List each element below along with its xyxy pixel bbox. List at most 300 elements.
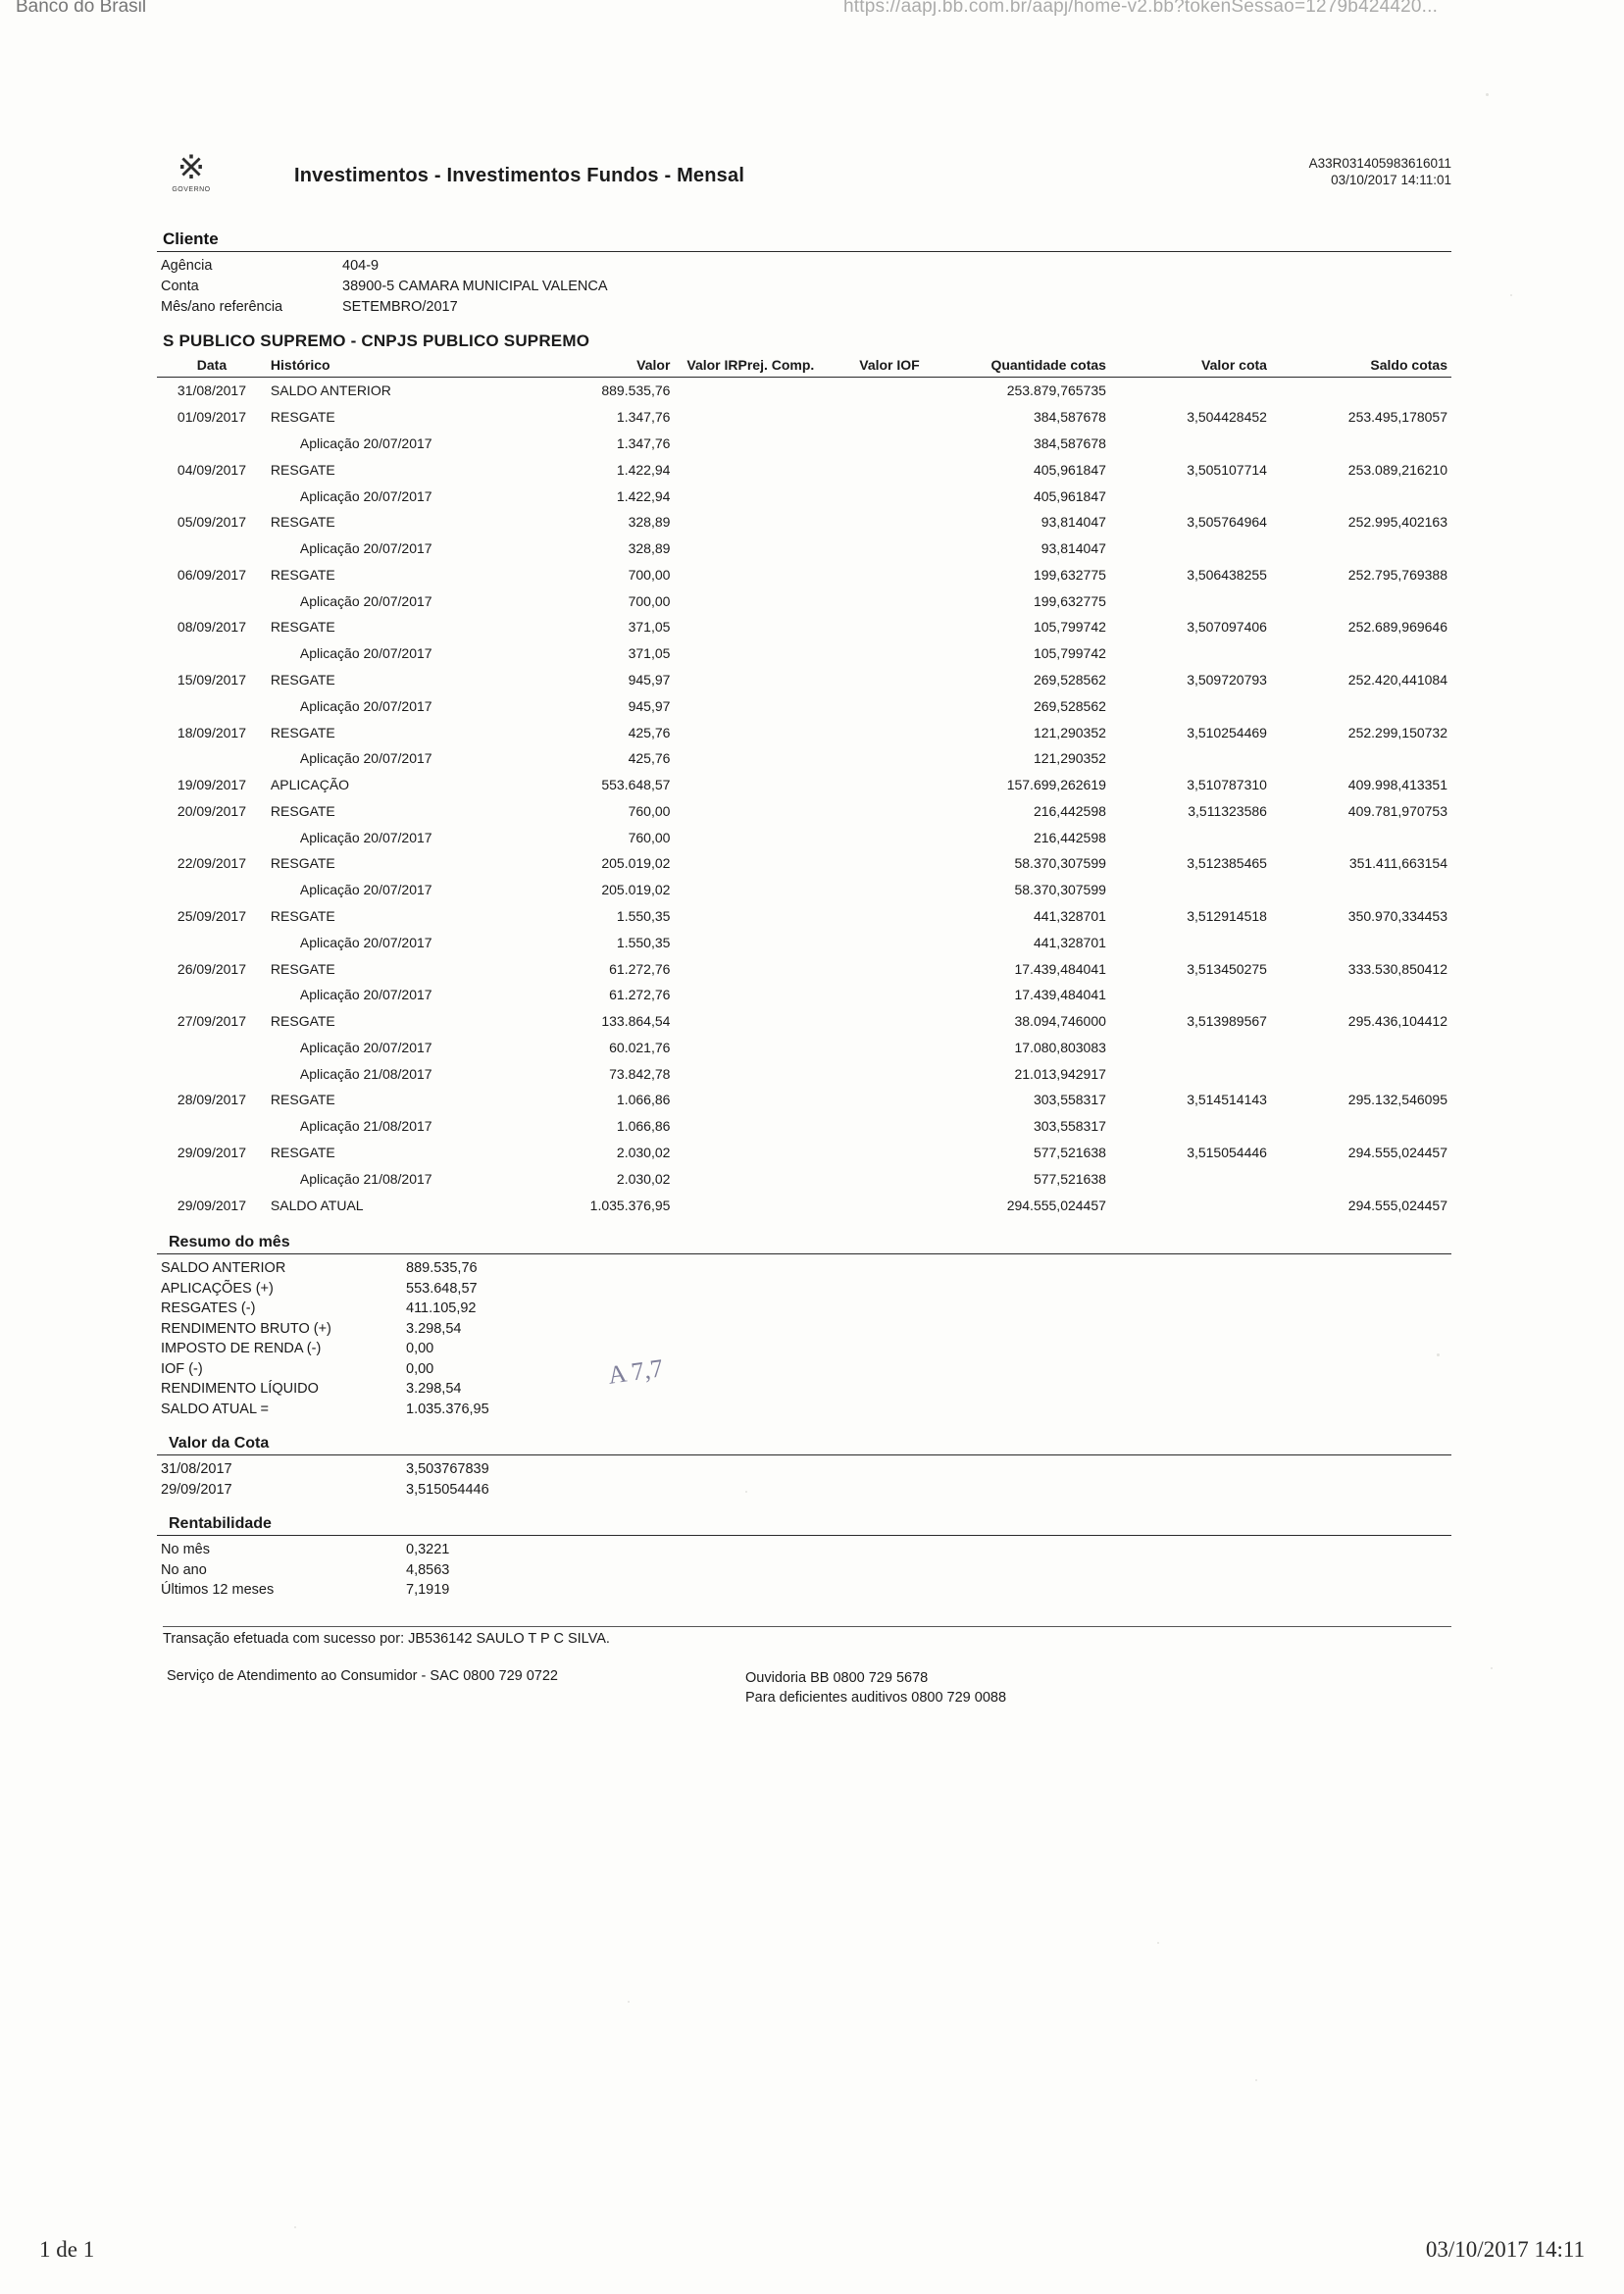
cell-valor-irprej [674,877,818,903]
scan-speck [1486,93,1489,96]
logo-mark-icon: ※ [177,149,206,186]
cell-valor-cota [1110,587,1271,614]
table-row [157,509,1451,535]
cell-quantidade-cotas: 269,528562 [1033,697,1106,714]
cell-data [157,982,267,1008]
field-mes-referencia-value: SETEMBRO/2017 [342,299,458,315]
cell-quantidade-cotas: 199,632775 [1033,566,1106,583]
valor-cota-row [157,1459,1451,1480]
cell-quantidade-cotas: 17.439,484041 [1014,987,1106,1003]
cell-data: 29/09/2017 [177,1145,246,1161]
cell-historico: SALDO ANTERIOR [270,382,391,399]
cell-valor-irprej [674,1008,818,1035]
cell-valor-cota: 3,505764964 [1187,514,1267,531]
cell-saldo-cotas [1271,1060,1451,1087]
field-mes-referencia-label: Mês/ano referência [161,299,283,315]
valor-cota-value: 3,515054446 [406,1481,489,1498]
rentabilidade-title: Rentabilidade [169,1515,272,1532]
cell-saldo-cotas [1271,378,1451,404]
cell-valor-iof [818,903,923,930]
table-row [157,587,1451,614]
table-row [157,614,1451,640]
resumo-row [157,1319,1451,1340]
cell-quantidade-cotas: 93,814047 [1040,540,1106,557]
cell-quantidade-cotas: 253.879,765735 [1006,382,1106,399]
cell-data: 28/09/2017 [177,1092,246,1108]
cell-valor-irprej [674,982,818,1008]
cell-valor-cota: 3,510254469 [1187,724,1267,740]
scan-speck [1157,1942,1159,1944]
cell-data [157,1060,267,1087]
cell-data: 20/09/2017 [177,802,246,819]
col-quantidade-cotas: Quantidade cotas [924,355,1110,378]
cell-valor: 1.422,94 [616,461,671,478]
cell-historico: RESGATE [270,671,335,688]
page-title: Investimentos - Investimentos Fundos - Mensal [294,165,745,186]
cell-valor-cota [1110,1035,1271,1061]
cell-quantidade-cotas: 105,799742 [1033,645,1106,662]
resumo-label: APLICAÇÕES (+) [161,1280,274,1297]
resumo-label: RESGATES (-) [161,1300,256,1316]
auditivos-text: Para deficientes auditivos 0800 729 0088 [745,1689,1007,1706]
cell-historico: Aplicação 20/07/2017 [299,829,432,845]
cell-historico: RESGATE [270,855,335,872]
page-number: 1 de 1 [39,2237,95,2262]
cell-valor-iof [818,587,923,614]
table-row [157,1113,1451,1140]
cell-valor-iof [818,982,923,1008]
rentabilidade-lines [157,1540,1451,1601]
cell-historico: Aplicação 20/07/2017 [299,540,432,557]
field-agencia-label: Agência [161,258,213,274]
resumo-value: 0,00 [406,1360,434,1377]
sac-block [157,1668,1451,1717]
cell-data [157,1113,267,1140]
print-timestamp: 03/10/2017 14:11 [1425,2237,1585,2262]
cell-valor: 553.648,57 [601,777,671,793]
cell-valor-cota: 3,509720793 [1187,671,1267,688]
cell-valor: 760,00 [628,829,671,845]
cell-quantidade-cotas: 216,442598 [1033,829,1106,845]
cell-data: 06/09/2017 [177,566,246,583]
cell-valor-irprej [674,431,818,457]
browser-header-url: https://aapj.bb.com.br/aapj/home-v2.bb?tokenSessao=1279b424420... [843,0,1439,17]
cell-saldo-cotas [1271,824,1451,850]
cell-data [157,431,267,457]
cell-valor-iof [818,1035,923,1061]
transactions-body [157,378,1451,1219]
cell-historico: Aplicação 20/07/2017 [299,1039,432,1055]
col-valor-iof: Valor IOF [818,355,923,378]
cell-valor-irprej [674,692,818,719]
table-row [157,561,1451,587]
cell-valor: 133.864,54 [601,1013,671,1030]
cell-historico: RESGATE [270,514,335,531]
cell-valor-cota [1110,982,1271,1008]
cell-quantidade-cotas: 405,961847 [1033,461,1106,478]
rentabilidade-row [157,1580,1451,1601]
cell-valor: 2.030,02 [616,1145,671,1161]
cell-data [157,745,267,772]
table-row [157,877,1451,903]
cell-valor: 1.550,35 [616,934,671,950]
cell-valor: 73.842,78 [609,1065,671,1082]
cell-valor-cota: 3,504428452 [1187,409,1267,426]
cell-saldo-cotas [1271,929,1451,955]
cell-quantidade-cotas: 405,961847 [1033,487,1106,504]
cell-valor-irprej [674,850,818,877]
field-conta-label: Conta [161,279,199,294]
cell-valor: 205.019,02 [601,882,671,898]
cell-saldo-cotas: 409.998,413351 [1347,777,1447,793]
resumo-label: IOF (-) [161,1360,203,1377]
cell-valor-cota: 3,513450275 [1187,960,1267,977]
cell-data: 25/09/2017 [177,908,246,925]
field-agencia-value: 404-9 [342,258,380,274]
table-row [157,1140,1451,1166]
cell-valor-iof [818,640,923,667]
document-meta [1309,155,1451,188]
cell-quantidade-cotas: 303,558317 [1033,1092,1106,1108]
cell-historico: RESGATE [270,1145,335,1161]
document-timestamp: 03/10/2017 14:11:01 [1331,173,1451,187]
cell-valor-irprej [674,772,818,798]
table-row [157,1165,1451,1192]
cliente-fields [157,256,1451,318]
scan-speck [745,1491,747,1493]
cell-historico: RESGATE [270,1013,335,1030]
cell-data: 27/09/2017 [177,1013,246,1030]
cell-valor-iof [818,614,923,640]
cell-valor-cota: 3,511323586 [1188,802,1267,819]
document-id: A33R031405983616011 [1308,156,1451,171]
cell-valor: 328,89 [628,514,671,531]
browser-print-footer [0,2237,1624,2267]
cell-valor-iof [818,456,923,483]
cell-quantidade-cotas: 157.699,262619 [1006,777,1106,793]
logo-label: GOVERNO [172,186,211,193]
cell-data: 29/09/2017 [177,1197,246,1213]
cell-historico: RESGATE [270,908,335,925]
cell-valor-irprej [674,667,818,693]
cell-valor-iof [818,378,923,404]
cell-valor-cota [1110,877,1271,903]
resumo-lines [157,1258,1451,1419]
table-row [157,982,1451,1008]
cell-quantidade-cotas: 441,328701 [1033,908,1106,925]
cell-valor: 205.019,02 [601,855,671,872]
table-row [157,1035,1451,1061]
cell-valor-irprej [674,614,818,640]
cell-valor-cota: 3,512385465 [1187,855,1267,872]
cell-valor-irprej [674,1087,818,1113]
cell-data [157,929,267,955]
scan-speck [294,2226,296,2228]
cell-valor-irprej [674,640,818,667]
document-masthead [157,147,1451,224]
cell-valor-irprej [674,1113,818,1140]
cell-historico: Aplicação 20/07/2017 [299,987,432,1003]
cell-data: 19/09/2017 [177,777,246,793]
cell-quantidade-cotas: 441,328701 [1033,934,1106,950]
cell-quantidade-cotas: 38.094,746000 [1014,1013,1106,1030]
cell-valor-iof [818,509,923,535]
sac-text: Serviço de Atendimento ao Consumidor - SAC 0800 729 0722 [167,1667,558,1684]
cell-quantidade-cotas: 105,799742 [1033,619,1106,636]
cell-historico: APLICAÇÃO [270,777,350,793]
transaction-note: Transação efetuada com sucesso por: JB536142 SAULO T P C SILVA. [163,1630,610,1647]
cell-valor-cota [1110,378,1271,404]
cell-valor-irprej [674,1060,818,1087]
cell-saldo-cotas: 252.995,402163 [1347,514,1447,531]
resumo-row [157,1359,1451,1380]
resumo-title: Resumo do mês [169,1234,290,1250]
cell-historico: SALDO ATUAL [270,1197,364,1213]
cell-quantidade-cotas: 216,442598 [1033,802,1106,819]
col-historico: Histórico [267,355,546,378]
table-row [157,692,1451,719]
resumo-value: 411.105,92 [406,1300,477,1316]
cell-valor-irprej [674,509,818,535]
cell-data [157,824,267,850]
cell-saldo-cotas [1271,587,1451,614]
cell-historico: RESGATE [270,802,335,819]
cell-data: 22/09/2017 [177,855,246,872]
cell-quantidade-cotas: 93,814047 [1040,514,1106,531]
cell-saldo-cotas: 294.555,024457 [1347,1197,1447,1213]
table-row [157,640,1451,667]
table-row [157,1087,1451,1113]
cell-valor-iof [818,850,923,877]
cell-historico: Aplicação 20/07/2017 [299,697,432,714]
table-row [157,719,1451,745]
rentabilidade-label: No ano [161,1561,207,1578]
cell-quantidade-cotas: 58.370,307599 [1014,882,1106,898]
cell-valor: 425,76 [628,724,671,740]
cell-data: 04/09/2017 [177,461,246,478]
cell-valor-iof [818,719,923,745]
cell-valor-cota [1110,1113,1271,1140]
cell-valor-cota: 3,506438255 [1187,566,1267,583]
resumo-label: SALDO ANTERIOR [161,1260,286,1276]
transactions-table [157,355,1451,1218]
bb-logo [165,151,218,204]
cell-valor-irprej [674,1035,818,1061]
cell-data: 05/09/2017 [177,514,246,531]
cell-valor-iof [818,1140,923,1166]
cell-data [157,692,267,719]
transaction-note-wrap [157,1626,1451,1647]
cell-valor-iof [818,955,923,982]
valor-cota-rule [157,1454,1451,1455]
cell-data [157,483,267,509]
valor-cota-lines [157,1459,1451,1500]
rentabilidade-label: Últimos 12 meses [161,1582,275,1598]
cell-data: 31/08/2017 [177,382,246,399]
cell-valor-irprej [674,587,818,614]
col-data: Data [157,355,267,378]
cell-valor: 328,89 [628,540,671,557]
cell-valor: 61.272,76 [609,987,671,1003]
resumo-value: 889.535,76 [406,1260,478,1276]
rentabilidade-row [157,1560,1451,1581]
cell-valor-iof [818,404,923,431]
rentabilidade-value: 0,3221 [406,1542,450,1557]
table-row [157,667,1451,693]
cell-data: 01/09/2017 [177,409,246,426]
cliente-section-title: Cliente [163,229,219,248]
rentabilidade-row [157,1540,1451,1560]
cell-valor-cota [1110,640,1271,667]
cell-saldo-cotas [1271,483,1451,509]
cell-valor-iof [818,1060,923,1087]
cell-saldo-cotas [1271,1165,1451,1192]
resumo-label: IMPOSTO DE RENDA (-) [161,1341,322,1356]
cell-valor-cota: 3,513989567 [1187,1013,1267,1030]
cell-valor-iof [818,772,923,798]
resumo-row [157,1258,1451,1279]
cell-valor-cota [1110,1060,1271,1087]
cell-valor-cota: 3,505107714 [1187,461,1267,478]
cell-valor-iof [818,1113,923,1140]
scan-speck [1491,1667,1493,1669]
rentabilidade-label: No mês [161,1542,210,1557]
cell-historico: RESGATE [270,619,335,636]
ouvidoria-text: Ouvidoria BB 0800 729 5678 [745,1669,929,1686]
cell-valor: 1.347,76 [616,434,671,451]
valor-cota-label: 31/08/2017 [161,1461,232,1477]
table-row [157,745,1451,772]
resumo-row [157,1400,1451,1420]
cell-data [157,1035,267,1061]
cell-valor-cota [1110,692,1271,719]
cell-valor: 60.021,76 [609,1039,671,1055]
resumo-value: 1.035.376,95 [406,1401,489,1417]
cell-valor: 1.035.376,95 [589,1197,671,1213]
cell-saldo-cotas: 252.795,769388 [1347,566,1447,583]
table-row [157,483,1451,509]
cell-valor-cota: 3,512914518 [1187,908,1267,925]
cell-valor-irprej [674,1192,818,1218]
resumo-row [157,1339,1451,1359]
cell-valor-iof [818,431,923,457]
cell-saldo-cotas: 252.689,969646 [1347,619,1447,636]
cell-valor-irprej [674,824,818,850]
field-mes-referencia [157,297,1451,318]
cell-saldo-cotas: 295.132,546095 [1347,1092,1447,1108]
ouvidoria-block [745,1668,1006,1708]
cell-valor-cota [1110,929,1271,955]
resumo-label: SALDO ATUAL = [161,1401,270,1417]
cell-saldo-cotas [1271,1035,1451,1061]
cell-valor-irprej [674,456,818,483]
cell-quantidade-cotas: 58.370,307599 [1014,855,1106,872]
cell-historico: Aplicação 20/07/2017 [299,934,432,950]
cell-quantidade-cotas: 384,587678 [1033,434,1106,451]
cell-data [157,877,267,903]
browser-header-title: Banco do Brasil [16,0,147,17]
cell-historico: Aplicação 20/07/2017 [299,882,432,898]
cell-valor-iof [818,1165,923,1192]
cell-saldo-cotas [1271,692,1451,719]
cell-saldo-cotas: 294.555,024457 [1347,1145,1447,1161]
cell-quantidade-cotas: 17.080,803083 [1014,1039,1106,1055]
cell-valor-iof [818,483,923,509]
rentabilidade-value: 7,1919 [406,1582,450,1598]
cell-saldo-cotas: 253.089,216210 [1347,461,1447,478]
cell-saldo-cotas [1271,535,1451,562]
resumo-value: 0,00 [406,1341,434,1356]
resumo-value: 3.298,54 [406,1320,462,1337]
field-agencia [157,256,1451,277]
valor-cota-value: 3,503767839 [406,1461,489,1477]
cell-saldo-cotas [1271,982,1451,1008]
table-row [157,850,1451,877]
cell-valor-cota: 3,515054446 [1187,1145,1267,1161]
cell-valor: 371,05 [628,645,671,662]
cell-saldo-cotas: 333.530,850412 [1347,960,1447,977]
resumo-label: RENDIMENTO BRUTO (+) [161,1320,331,1337]
cell-historico: RESGATE [270,1092,335,1108]
cell-valor-iof [818,798,923,825]
resumo-row [157,1379,1451,1400]
cell-valor-iof [818,1008,923,1035]
cell-valor-cota [1110,431,1271,457]
cell-quantidade-cotas: 21.013,942917 [1014,1065,1106,1082]
cell-valor: 1.347,76 [616,409,671,426]
cell-saldo-cotas [1271,640,1451,667]
cell-quantidade-cotas: 384,587678 [1033,409,1106,426]
cell-valor-cota [1110,745,1271,772]
cell-saldo-cotas: 252.299,150732 [1347,724,1447,740]
cell-historico: Aplicação 20/07/2017 [299,487,432,504]
cell-valor: 61.272,76 [609,960,671,977]
cell-valor: 760,00 [628,802,671,819]
cell-valor-cota: 3,510787310 [1187,777,1267,793]
cell-valor-iof [818,667,923,693]
col-valor-irprej: Valor IRPrej. Comp. [674,355,818,378]
cell-valor-irprej [674,745,818,772]
cell-data: 26/09/2017 [177,960,246,977]
cell-valor-iof [818,824,923,850]
resumo-row [157,1299,1451,1319]
cell-valor: 371,05 [628,619,671,636]
scan-speck [1255,2079,1257,2081]
cell-valor: 1.550,35 [616,908,671,925]
cell-historico: RESGATE [270,566,335,583]
cell-valor-irprej [674,903,818,930]
footer-rule [163,1626,1451,1627]
cell-data: 15/09/2017 [177,671,246,688]
cell-quantidade-cotas: 17.439,484041 [1014,960,1106,977]
cell-valor-iof [818,1192,923,1218]
rentabilidade-rule [157,1535,1451,1536]
cell-valor-cota [1110,824,1271,850]
table-row [157,404,1451,431]
cell-saldo-cotas: 295.436,104412 [1347,1013,1447,1030]
fund-name: S PUBLICO SUPREMO - CNPJS PUBLICO SUPREMO [163,331,590,350]
cell-saldo-cotas: 253.495,178057 [1347,409,1447,426]
cell-valor-irprej [674,929,818,955]
cell-valor-cota: 3,507097406 [1187,619,1267,636]
cell-valor-irprej [674,378,818,404]
table-row [157,824,1451,850]
cell-valor-irprej [674,955,818,982]
cell-valor: 1.066,86 [616,1092,671,1108]
cell-data: 08/09/2017 [177,619,246,636]
rentabilidade-value: 4,8563 [406,1561,450,1578]
cell-valor-irprej [674,535,818,562]
